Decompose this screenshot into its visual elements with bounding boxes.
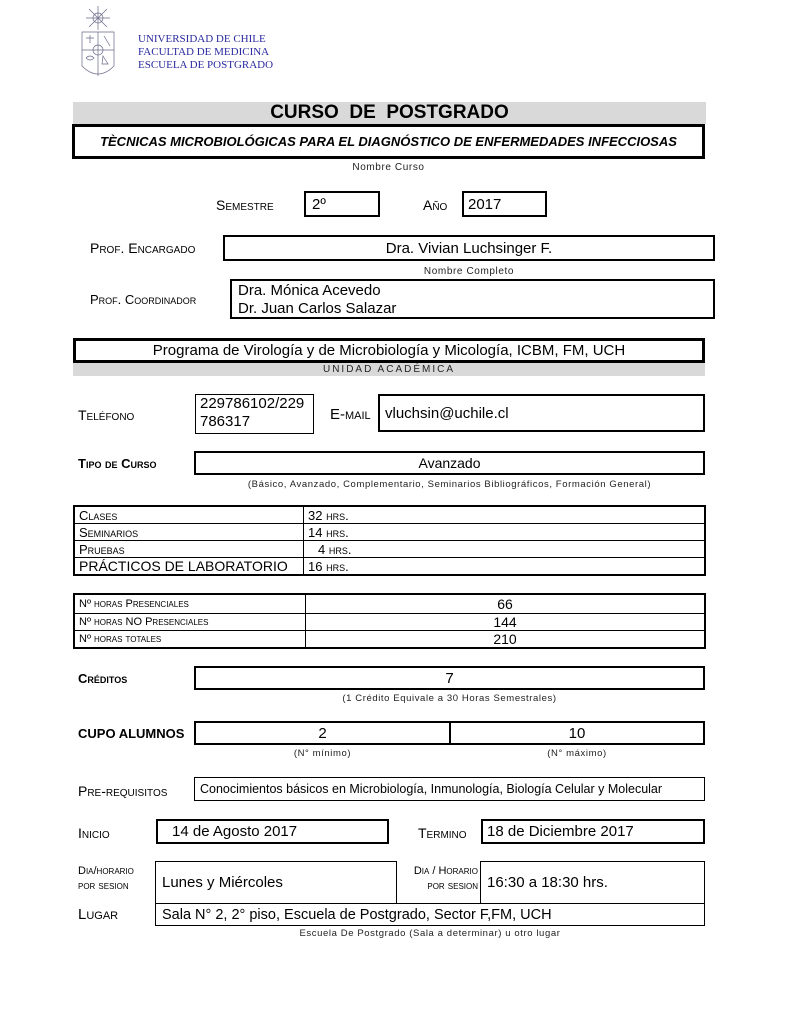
totals-label-no-presenciales: Nº horas NO Presenciales bbox=[74, 614, 306, 631]
university-crest-icon bbox=[78, 4, 118, 82]
prerequisitos-value: Conocimientos básicos en Microbiología, Inmunología, Biología Celular y Molecular bbox=[200, 782, 663, 796]
cupo-min-caption: (N° mínimo) bbox=[293, 748, 352, 759]
email-value: vluchsin@uchile.cl bbox=[385, 404, 509, 422]
unidad-academica-caption: UNIDAD ACADÉMICA bbox=[73, 363, 705, 376]
hours-label-practicos: PRÁCTICOS DE LABORATORIO bbox=[74, 558, 304, 576]
totals-label-totales: Nº horas totales bbox=[74, 631, 306, 649]
hours-breakdown-table bbox=[73, 505, 706, 576]
totals-value-totales: 210 bbox=[306, 631, 706, 649]
creditos-caption: (1 Crédito Equivale a 30 Horas Semestrales) bbox=[342, 693, 557, 704]
cupo-max-value: 10 bbox=[568, 724, 586, 742]
termino-field[interactable] bbox=[481, 819, 705, 844]
tipo-curso-value: Avanzado bbox=[418, 455, 481, 471]
prerequisitos-label: Pre-requisitos bbox=[78, 783, 168, 799]
prof-encargado-label: Prof. Encargado bbox=[90, 240, 196, 256]
horario-label bbox=[396, 864, 480, 894]
dia-label bbox=[78, 864, 134, 894]
creditos-value: 7 bbox=[445, 669, 454, 687]
telefono-label: Teléfono bbox=[78, 407, 135, 423]
institution-line-school: ESCUELA DE POSTGRADO bbox=[138, 59, 274, 71]
hours-value-pruebas bbox=[304, 541, 706, 558]
prof-encargado-caption: Nombre Completo bbox=[423, 266, 515, 277]
hours-number: 32 bbox=[308, 507, 323, 523]
table-row bbox=[74, 631, 705, 649]
totals-value-presenciales: 66 bbox=[306, 594, 706, 614]
semester-value: 2º bbox=[312, 195, 326, 213]
tipo-curso-field[interactable] bbox=[194, 451, 705, 475]
institution-line-university: UNIVERSIDAD DE CHILE bbox=[138, 33, 266, 45]
inicio-label: Inicio bbox=[78, 825, 110, 841]
table-row bbox=[74, 541, 705, 558]
email-label: E-mail bbox=[330, 406, 371, 423]
creditos-label: Créditos bbox=[78, 671, 128, 686]
creditos-field[interactable] bbox=[194, 666, 705, 690]
hours-value-clases bbox=[304, 506, 706, 524]
table-row bbox=[74, 524, 705, 541]
hours-number: 14 bbox=[308, 524, 323, 540]
horario-label-line-1: Dia / Horario bbox=[413, 865, 478, 877]
prof-encargado-value: Dra. Vivian Luchsinger F. bbox=[385, 239, 553, 257]
lugar-label: Lugar bbox=[78, 906, 119, 923]
page-title-text: CURSO DE POSTGRADO bbox=[270, 102, 509, 123]
termino-value: 18 de Diciembre 2017 bbox=[487, 823, 634, 840]
prerequisitos-field[interactable] bbox=[194, 777, 705, 801]
course-name-caption: Nombre Curso bbox=[352, 162, 425, 173]
inicio-value: 14 de Agosto 2017 bbox=[172, 823, 298, 840]
hours-value-practicos bbox=[304, 558, 706, 576]
unidad-academica-value: Programa de Virología y de Microbiología y Micología, ICBM, FM, UCH bbox=[152, 342, 626, 359]
table-row bbox=[74, 594, 705, 614]
lugar-field[interactable] bbox=[155, 903, 705, 926]
hours-unit: hrs. bbox=[326, 558, 349, 574]
year-field[interactable] bbox=[462, 191, 547, 217]
prof-coordinador-label: Prof. Coordinador bbox=[90, 292, 197, 307]
course-name-field[interactable] bbox=[72, 124, 705, 159]
table-row bbox=[74, 558, 705, 576]
prof-encargado-field[interactable] bbox=[223, 235, 715, 261]
cupo-max-caption: (N° máximo) bbox=[547, 748, 607, 759]
cupo-min-field[interactable] bbox=[194, 721, 451, 745]
totals-value-no-presenciales: 144 bbox=[306, 614, 706, 631]
semester-label: Semestre bbox=[216, 197, 274, 213]
year-label: Año bbox=[423, 197, 448, 213]
cupo-alumnos-label: CUPO ALUMNOS bbox=[78, 726, 185, 741]
table-row bbox=[74, 614, 705, 631]
cupo-min-value: 2 bbox=[318, 724, 327, 742]
horario-field[interactable] bbox=[480, 861, 705, 904]
course-name-value: TÈCNICAS MICROBIOLÓGICAS PARA EL DIAGNÓSTICO DE ENFERMEDADES INFECCIOSAS bbox=[100, 134, 677, 149]
termino-label: Termino bbox=[418, 825, 467, 841]
horario-label-line-2: por sesion bbox=[427, 880, 478, 892]
tipo-curso-caption: (Básico, Avanzado, Complementario, Seminarios Bibliográficos, Formación General) bbox=[247, 479, 652, 490]
prof-coordinador-line-1: Dra. Mónica Acevedo bbox=[238, 282, 381, 299]
prof-coordinador-line-2: Dr. Juan Carlos Salazar bbox=[238, 300, 397, 317]
institution-line-faculty: FACULTAD DE MEDICINA bbox=[138, 46, 270, 58]
hours-label-pruebas: Pruebas bbox=[74, 541, 304, 558]
page-title bbox=[73, 102, 706, 124]
hours-unit: hrs. bbox=[326, 507, 349, 523]
dia-label-line-1: Dia/horario bbox=[78, 865, 134, 877]
telefono-field[interactable] bbox=[195, 394, 314, 434]
lugar-caption: Escuela De Postgrado (Sala a determinar) u otro lugar bbox=[299, 928, 561, 939]
horario-value: 16:30 a 18:30 hrs. bbox=[487, 874, 608, 891]
lugar-value: Sala N° 2, 2° piso, Escuela de Postgrado, Sector F,FM, UCH bbox=[162, 906, 552, 923]
semester-field[interactable] bbox=[304, 191, 380, 217]
cupo-max-field[interactable] bbox=[449, 721, 705, 745]
hours-unit: hrs. bbox=[328, 541, 352, 557]
hours-unit: hrs. bbox=[326, 524, 349, 540]
prof-coordinador-field[interactable] bbox=[230, 279, 715, 319]
inicio-field[interactable] bbox=[156, 819, 389, 844]
table-row bbox=[74, 506, 705, 524]
institution-name bbox=[138, 33, 273, 72]
dia-value: Lunes y Miércoles bbox=[162, 874, 283, 891]
telefono-line-1: 229786102/229 bbox=[200, 395, 305, 412]
unidad-academica-field[interactable] bbox=[73, 338, 705, 363]
hours-number: 4 bbox=[318, 541, 326, 557]
hours-label-seminarios: Seminarios bbox=[74, 524, 304, 541]
dia-label-line-2: por sesion bbox=[78, 880, 129, 892]
telefono-line-2: 786317 bbox=[200, 413, 251, 430]
hours-number: 16 bbox=[308, 558, 323, 574]
email-field[interactable] bbox=[378, 394, 705, 432]
tipo-curso-label: Tipo de Curso bbox=[78, 456, 157, 471]
hours-label-clases: Clases bbox=[74, 506, 304, 524]
year-value: 2017 bbox=[468, 195, 502, 213]
hours-totals-table bbox=[73, 593, 706, 649]
totals-label-presenciales: Nº horas Presenciales bbox=[74, 594, 306, 614]
hours-value-seminarios bbox=[304, 524, 706, 541]
dia-field[interactable] bbox=[155, 861, 397, 904]
